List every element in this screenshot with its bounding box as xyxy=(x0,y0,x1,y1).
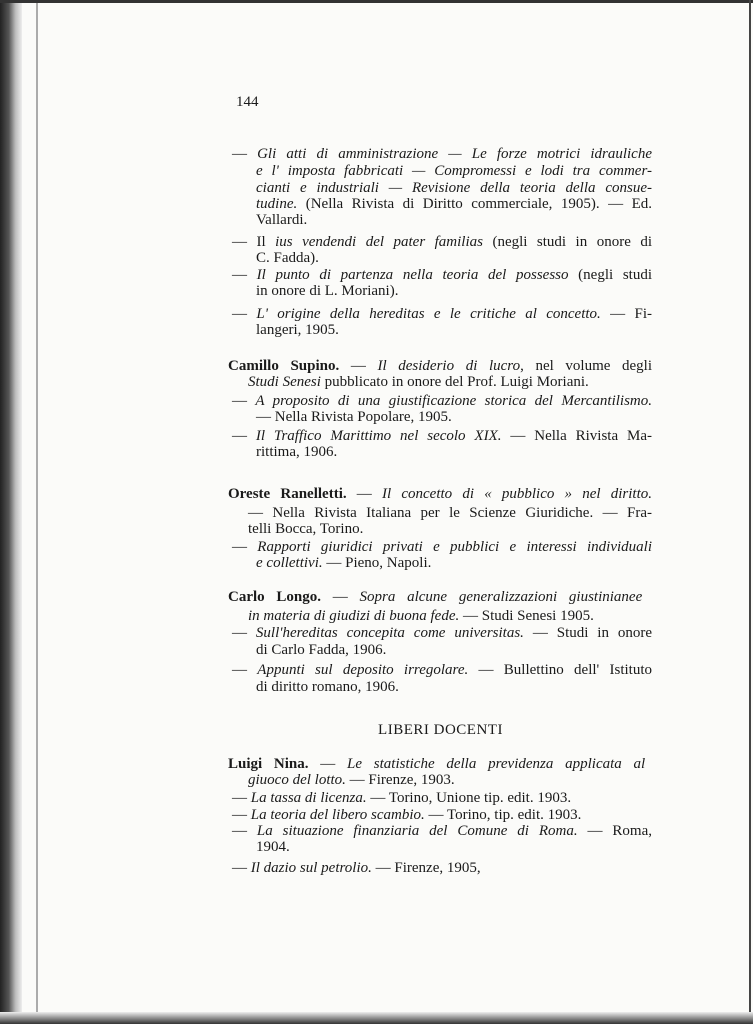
text-line xyxy=(256,283,398,299)
text-segment: — Torino, tip. edit. 1903. xyxy=(424,807,582,823)
author-name: Carlo Longo. xyxy=(228,589,322,605)
text-line xyxy=(248,608,594,624)
text-segment: , nel volume degli xyxy=(520,358,653,374)
text-segment: — xyxy=(232,428,256,444)
text-line xyxy=(232,662,652,678)
text-segment: C. Fadda). xyxy=(256,250,319,266)
work-title: La teoria del libero scambio. xyxy=(250,807,425,823)
work-title: e collettivi. xyxy=(256,555,323,571)
text-segment: — xyxy=(232,807,251,823)
text-line xyxy=(248,505,652,521)
text-segment: — Firenze, 1903. xyxy=(345,772,455,788)
text-segment: — xyxy=(321,589,360,605)
text-segment: langeri, 1905. xyxy=(256,322,339,338)
text-line xyxy=(232,393,652,409)
scan-bottom-edge xyxy=(0,1012,753,1024)
work-title: Rapporti giuridici privati e pubblici e interessi individuali xyxy=(257,539,652,555)
work-title: cianti e industriali — Revisione della teoria della consue- xyxy=(256,180,652,196)
section-heading-wrap xyxy=(0,722,753,738)
text-line xyxy=(256,444,337,460)
text-segment: — xyxy=(232,306,257,322)
text-line xyxy=(232,807,581,823)
text-line xyxy=(228,486,652,502)
text-segment: — Bullettino dell' Istituto xyxy=(468,662,653,678)
work-title: Gli atti di amministrazione — Le forze motrici idrauliche xyxy=(257,146,652,162)
work-title: giuoco del lotto. xyxy=(248,772,346,788)
text-segment: pubblicato in onore del Prof. Luigi Moriani. xyxy=(320,374,589,390)
work-title: Il Traffico Marittimo nel secolo XIX. xyxy=(255,428,502,444)
text-segment: — xyxy=(232,393,256,409)
work-title: e l' imposta fabbricati — Compromessi e lodi tra commer- xyxy=(256,163,652,179)
scan-right-edge xyxy=(749,0,751,1024)
work-title: Studi Senesi xyxy=(248,374,321,390)
text-line xyxy=(232,823,652,839)
text-segment: (Nella Rivista di Diritto commerciale, 1905). — Ed. xyxy=(297,196,652,212)
work-title: Sull'hereditas concepita come universitas. xyxy=(255,625,524,641)
work-title: Il desiderio di lucro xyxy=(377,358,521,374)
text-line xyxy=(232,428,652,444)
text-line xyxy=(248,374,589,390)
text-line xyxy=(256,679,399,695)
text-line xyxy=(228,358,652,374)
text-line xyxy=(256,642,386,658)
text-segment: — xyxy=(346,486,382,502)
text-line xyxy=(256,322,339,338)
text-segment: — Nella Rivista Popolare, 1905. xyxy=(256,409,452,425)
text-segment: di diritto romano, 1906. xyxy=(256,679,399,695)
scan-top-edge xyxy=(0,0,753,3)
text-line xyxy=(248,521,363,537)
text-segment: rittima, 1906. xyxy=(256,444,338,460)
text-line xyxy=(256,250,319,266)
text-segment: in onore di L. Moriani). xyxy=(256,283,399,299)
text-segment: telli Bocca, Torino. xyxy=(248,521,364,537)
author-name: Luigi Nina. xyxy=(228,756,309,772)
work-title: tudine. xyxy=(256,196,298,212)
text-segment: — Studi Senesi 1905. xyxy=(459,608,594,624)
text-segment: — xyxy=(232,267,257,283)
text-line xyxy=(256,163,652,179)
text-line xyxy=(232,790,571,806)
text-segment: — xyxy=(339,358,378,374)
text-segment: — Studi in onore xyxy=(523,625,653,641)
work-title: Il dazio sul petrolio. xyxy=(250,860,372,876)
text-line xyxy=(232,146,652,162)
text-line xyxy=(256,409,452,425)
text-line xyxy=(232,625,652,641)
work-title: La situazione finanziaria del Comune di Roma. xyxy=(256,823,578,839)
work-title: in materia di giudizi di buona fede. xyxy=(248,608,460,624)
text-segment: — Nella Rivista Ma- xyxy=(501,428,653,444)
work-title: ius vendendi del pater familias xyxy=(275,234,483,250)
text-segment: — Il xyxy=(232,234,276,250)
text-line xyxy=(256,555,431,571)
text-segment: di Carlo Fadda, 1906. xyxy=(256,642,387,658)
text-line xyxy=(248,772,455,788)
text-segment: — xyxy=(308,756,348,772)
section-heading: LIBERI DOCENTI xyxy=(378,722,503,738)
text-segment: — xyxy=(232,146,258,162)
text-segment: — Fi- xyxy=(600,306,652,322)
text-line xyxy=(232,306,652,322)
text-line xyxy=(228,756,645,772)
author-name: Oreste Ranelletti. xyxy=(228,486,347,502)
text-segment: — xyxy=(232,823,257,839)
work-title: Sopra alcune generalizzazioni giustinianee xyxy=(359,589,643,605)
work-title: Il concetto di « pubblico » nel diritto. xyxy=(382,486,653,502)
text-line xyxy=(232,234,652,250)
text-segment: Vallardi. xyxy=(256,212,308,228)
text-segment: (negli studi in onore di xyxy=(482,234,652,250)
work-title: Appunti sul deposito irregolare. xyxy=(257,662,469,678)
text-segment: — Nella Rivista Italiana per le Scienze Giuridiche. — Fra- xyxy=(248,505,652,521)
text-segment: (negli studi xyxy=(568,267,652,283)
text-segment: — xyxy=(232,539,258,555)
binding-edge xyxy=(0,0,22,1024)
text-segment: — Pieno, Napoli. xyxy=(322,555,432,571)
text-line xyxy=(232,539,652,555)
scan-margin-line xyxy=(36,0,38,1024)
text-segment: — Torino, Unione tip. edit. 1903. xyxy=(366,790,572,806)
text-segment: — xyxy=(232,625,256,641)
text-segment: — xyxy=(232,662,258,678)
work-title: Il punto di partenza nella teoria del possesso xyxy=(256,267,569,283)
text-line xyxy=(228,589,642,605)
text-segment: 1904. xyxy=(256,839,290,855)
text-line xyxy=(256,180,652,196)
work-title: La tassa di licenza. xyxy=(250,790,367,806)
text-segment: — xyxy=(232,860,251,876)
page-number: 144 xyxy=(236,94,259,110)
text-segment: — Roma, xyxy=(577,823,652,839)
work-title: A proposito di una giustificazione storica del Mercantilismo. xyxy=(255,393,653,409)
text-line xyxy=(256,839,290,855)
author-name: Camillo Supino. xyxy=(228,358,340,374)
work-title: L' origine della hereditas e le critiche al concetto. xyxy=(256,306,601,322)
text-line xyxy=(232,267,652,283)
work-title: Le statistiche della previdenza applicata al xyxy=(347,756,646,772)
text-line xyxy=(256,196,652,212)
text-segment: — xyxy=(232,790,251,806)
text-line xyxy=(232,860,481,876)
text-line xyxy=(256,212,307,228)
text-segment: — Firenze, 1905, xyxy=(371,860,481,876)
